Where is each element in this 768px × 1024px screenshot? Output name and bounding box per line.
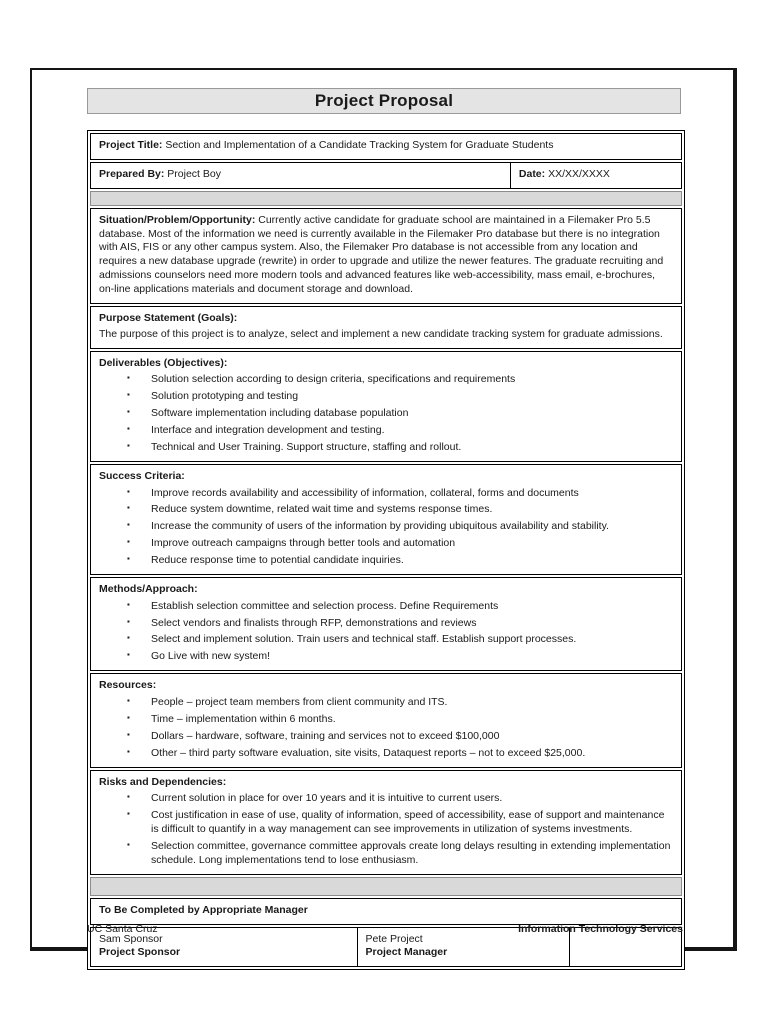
list-item: ▪ Software implementation including database population <box>99 407 673 421</box>
list-item: ▪ People – project team members from client community and ITS. <box>99 696 673 710</box>
prepared-by-label: Prepared By: <box>99 167 165 180</box>
list-item: ▪ Other – third party software evaluation, site visits, Dataquest reports – not to exceed $25,000. <box>99 747 673 761</box>
gray-separator-band <box>90 877 682 896</box>
gray-separator-band <box>90 191 682 206</box>
list-item: ▪ Dollars – hardware, software, training and services not to exceed $100,000 <box>99 730 673 744</box>
list-item: ▪ Technical and User Training. Support structure, staffing and rollout. <box>99 441 673 455</box>
manager-role: Project Manager <box>365 946 448 959</box>
list-item: ▪ Improve outreach campaigns through better tools and automation <box>99 537 673 551</box>
methods-label: Methods/Approach: <box>99 582 198 595</box>
methods-section <box>90 577 682 671</box>
list-item: ▪ Reduce response time to potential candidate inquiries. <box>99 554 673 568</box>
sponsor-name: Sam Sponsor <box>99 932 163 945</box>
resources-section <box>90 673 682 767</box>
success-criteria-section <box>90 464 682 575</box>
list-item: ▪ Current solution in place for over 10 years and it is intuitive to current users. <box>99 792 673 806</box>
list-item: ▪ Reduce system downtime, related wait time and systems response times. <box>99 503 673 517</box>
success-criteria-label: Success Criteria: <box>99 469 185 482</box>
project-title-row <box>90 133 682 160</box>
page-footer <box>87 923 683 935</box>
list-item: ▪ Increase the community of users of the information by providing ubiquitous availability and stability. <box>99 520 673 534</box>
date-cell <box>510 163 681 188</box>
success-criteria-list <box>99 487 673 568</box>
prepared-by-row <box>90 162 682 189</box>
manager-header-row <box>90 898 682 925</box>
situation-text: Currently active candidate for graduate school are maintained in a Filemaker Pro 5.5 database. Most of the information we need is currently available in the Filemaker Pro database but there is no integration with AIS, FIS or any other campus system. Also, the Filemaker Pro database is not accessible from any location and requires a new database upgrade (rewrite) in order to upgrade and utilize the newer features. The graduate recruiting and admissions counselors need more modern tools and advanced features like web-accessibility, mass email, e-brochures, on-line applications materials and document storage and download. <box>99 213 664 296</box>
deliverables-section <box>90 351 682 462</box>
purpose-text: The purpose of this project is to analyze, select and implement a new candidate tracking system for graduate admissions. <box>99 327 663 340</box>
list-item: ▪ Select vendors and finalists through RFP, demonstrations and reviews <box>99 617 673 631</box>
manager-name: Pete Project <box>365 932 423 945</box>
list-item: ▪ Interface and integration development and testing. <box>99 424 673 438</box>
purpose-label: Purpose Statement (Goals): <box>99 311 238 324</box>
document-title-bar <box>87 88 681 114</box>
document-page <box>30 68 737 959</box>
list-item: ▪ Solution selection according to design criteria, specifications and requirements <box>99 373 673 387</box>
list-item: ▪ Selection committee, governance committee approvals create long delays resulting in extending implementation schedule. Long implementations tend to lose enthusiasm. <box>99 840 673 868</box>
manager-header-label: To Be Completed by Appropriate Manager <box>99 903 308 916</box>
list-item: ▪ Establish selection committee and selection process. Define Requirements <box>99 600 673 614</box>
list-item: ▪ Improve records availability and accessibility of information, collateral, forms and documents <box>99 487 673 501</box>
situation-label: Situation/Problem/Opportunity: <box>99 213 256 226</box>
proposal-form-table <box>87 130 685 970</box>
prepared-by-cell <box>91 163 510 188</box>
purpose-section <box>90 306 682 349</box>
methods-list <box>99 600 673 664</box>
list-item: ▪ Go Live with new system! <box>99 650 673 664</box>
footer-org: UC Santa Cruz <box>87 923 158 935</box>
list-item: ▪ Time – implementation within 6 months. <box>99 713 673 727</box>
situation-section <box>90 208 682 304</box>
date-label: Date: <box>518 167 546 180</box>
project-title-value: Section and Implementation of a Candidate Tracking System for Graduate Students <box>165 139 554 151</box>
sponsor-role: Project Sponsor <box>99 946 181 959</box>
list-item: ▪ Solution prototyping and testing <box>99 390 673 404</box>
list-item: ▪ Cost justification in ease of use, quality of information, speed of accessibility, ease of support and maintenance is difficult to quantify in a way management can see improvements in utilization of systems investments. <box>99 809 673 837</box>
list-item: ▪ Select and implement solution. Train users and technical staff. Establish support processes. <box>99 633 673 647</box>
deliverables-label: Deliverables (Objectives): <box>99 356 228 369</box>
prepared-by-value: Project Boy <box>167 167 221 180</box>
deliverables-list <box>99 373 673 454</box>
risks-list <box>99 792 673 867</box>
risks-section <box>90 770 682 875</box>
project-title-label: Project Title: <box>99 139 163 151</box>
document-title: Project Proposal <box>314 91 454 110</box>
resources-label: Resources: <box>99 679 157 692</box>
date-value: XX/XX/XXXX <box>548 167 610 180</box>
risks-label: Risks and Dependencies: <box>99 775 227 788</box>
resources-list <box>99 696 673 760</box>
footer-dept: Information Technology Services <box>518 923 683 935</box>
